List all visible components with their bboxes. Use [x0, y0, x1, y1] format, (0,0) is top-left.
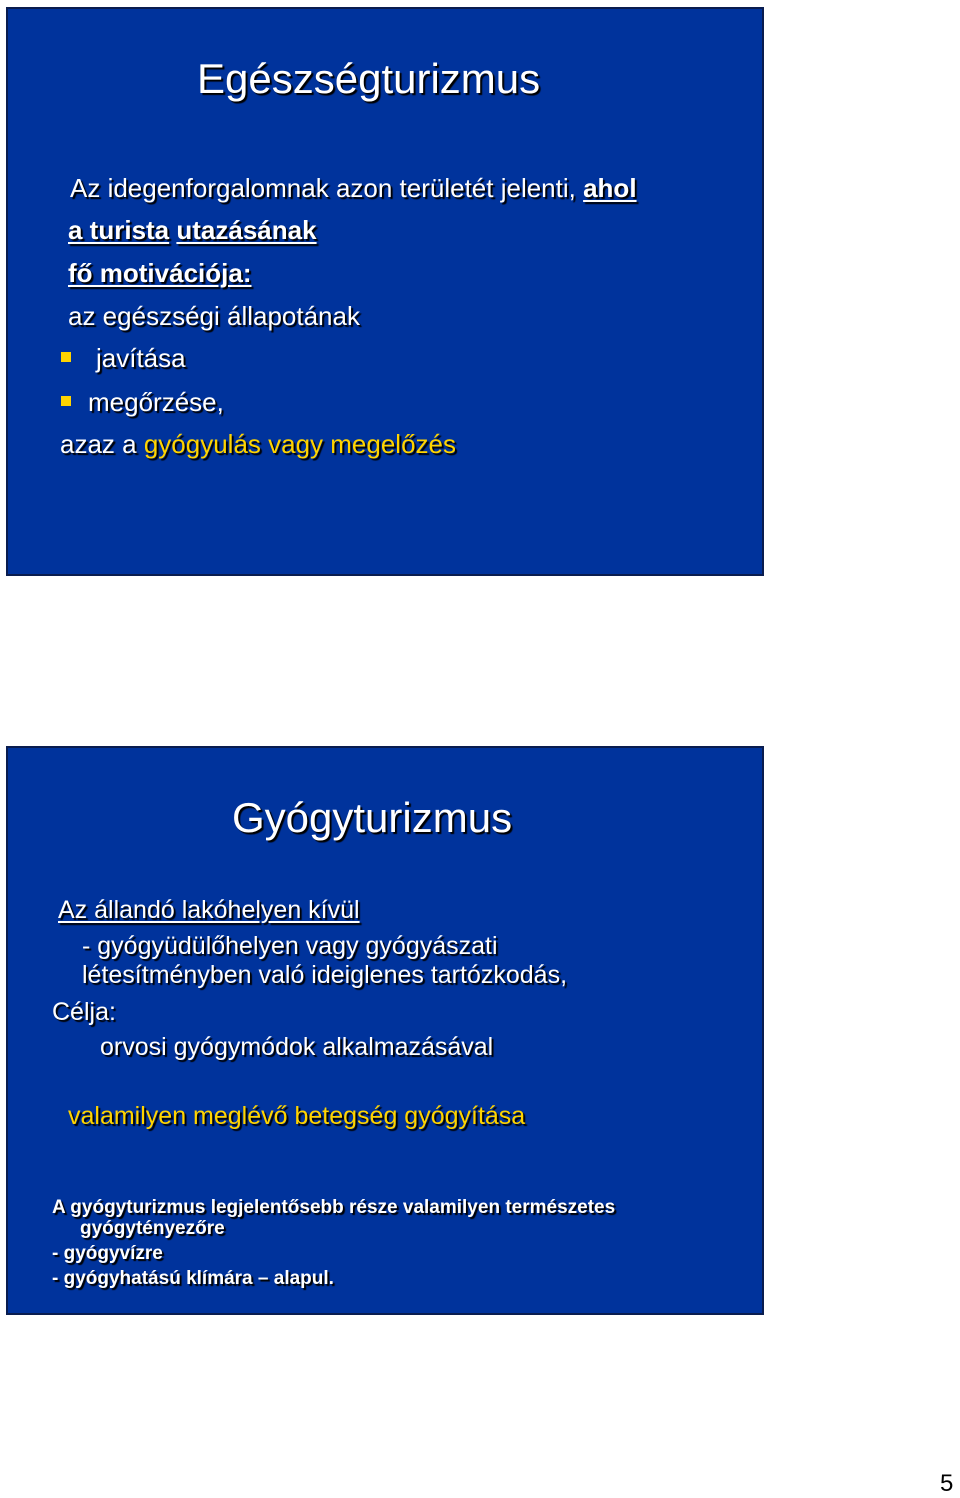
text-line — [60, 429, 456, 460]
note-line: gyógytényezőre — [80, 1218, 225, 1239]
text-line — [68, 215, 317, 246]
bullet-item: javítása — [96, 343, 186, 373]
note-line: A gyógyturizmus legjelentősebb része valamilyen természetes — [52, 1197, 616, 1218]
underlined-keyword: ahol — [583, 173, 637, 203]
motivation-label: fő motivációja: — [68, 258, 252, 288]
text-line: Célja: — [52, 998, 116, 1026]
note-line: - gyógyhatású klímára – alapul. — [52, 1268, 334, 1289]
highlighted-text: gyógyulás vagy megelőzés — [143, 429, 457, 459]
slide-gyogyturizmus — [6, 746, 764, 1315]
text-line: létesítményben való ideiglenes tartózkodás, — [82, 961, 568, 989]
slide-title: Gyógyturizmus — [232, 794, 513, 841]
page-number: 5 — [940, 1470, 954, 1497]
slide-title: Egészségturizmus — [197, 55, 541, 102]
highlighted-text: valamilyen meglévő betegség gyógyítása — [68, 1102, 526, 1130]
square-bullet-icon — [61, 396, 71, 406]
text-line: az egészségi állapotának — [68, 301, 360, 331]
bullet-item: megőrzése, — [88, 387, 224, 417]
square-bullet-icon — [61, 352, 71, 362]
text-segment: Az idegenforgalomnak azon területét jelenti, — [70, 173, 584, 203]
text-segment: azaz a — [60, 429, 144, 459]
text-line: - gyógyüdülőhelyen vagy gyógyászati — [82, 932, 498, 960]
slide-egeszsegturizmus — [6, 7, 764, 576]
text-line — [70, 173, 637, 204]
note-line: - gyógyvízre — [52, 1243, 163, 1264]
text-line: orvosi gyógymódok alkalmazásával — [100, 1033, 494, 1061]
underlined-keyword: a turista — [68, 215, 170, 245]
underlined-keyword: utazásának — [176, 215, 317, 245]
text-line: Az állandó lakóhelyen kívül — [58, 896, 360, 924]
